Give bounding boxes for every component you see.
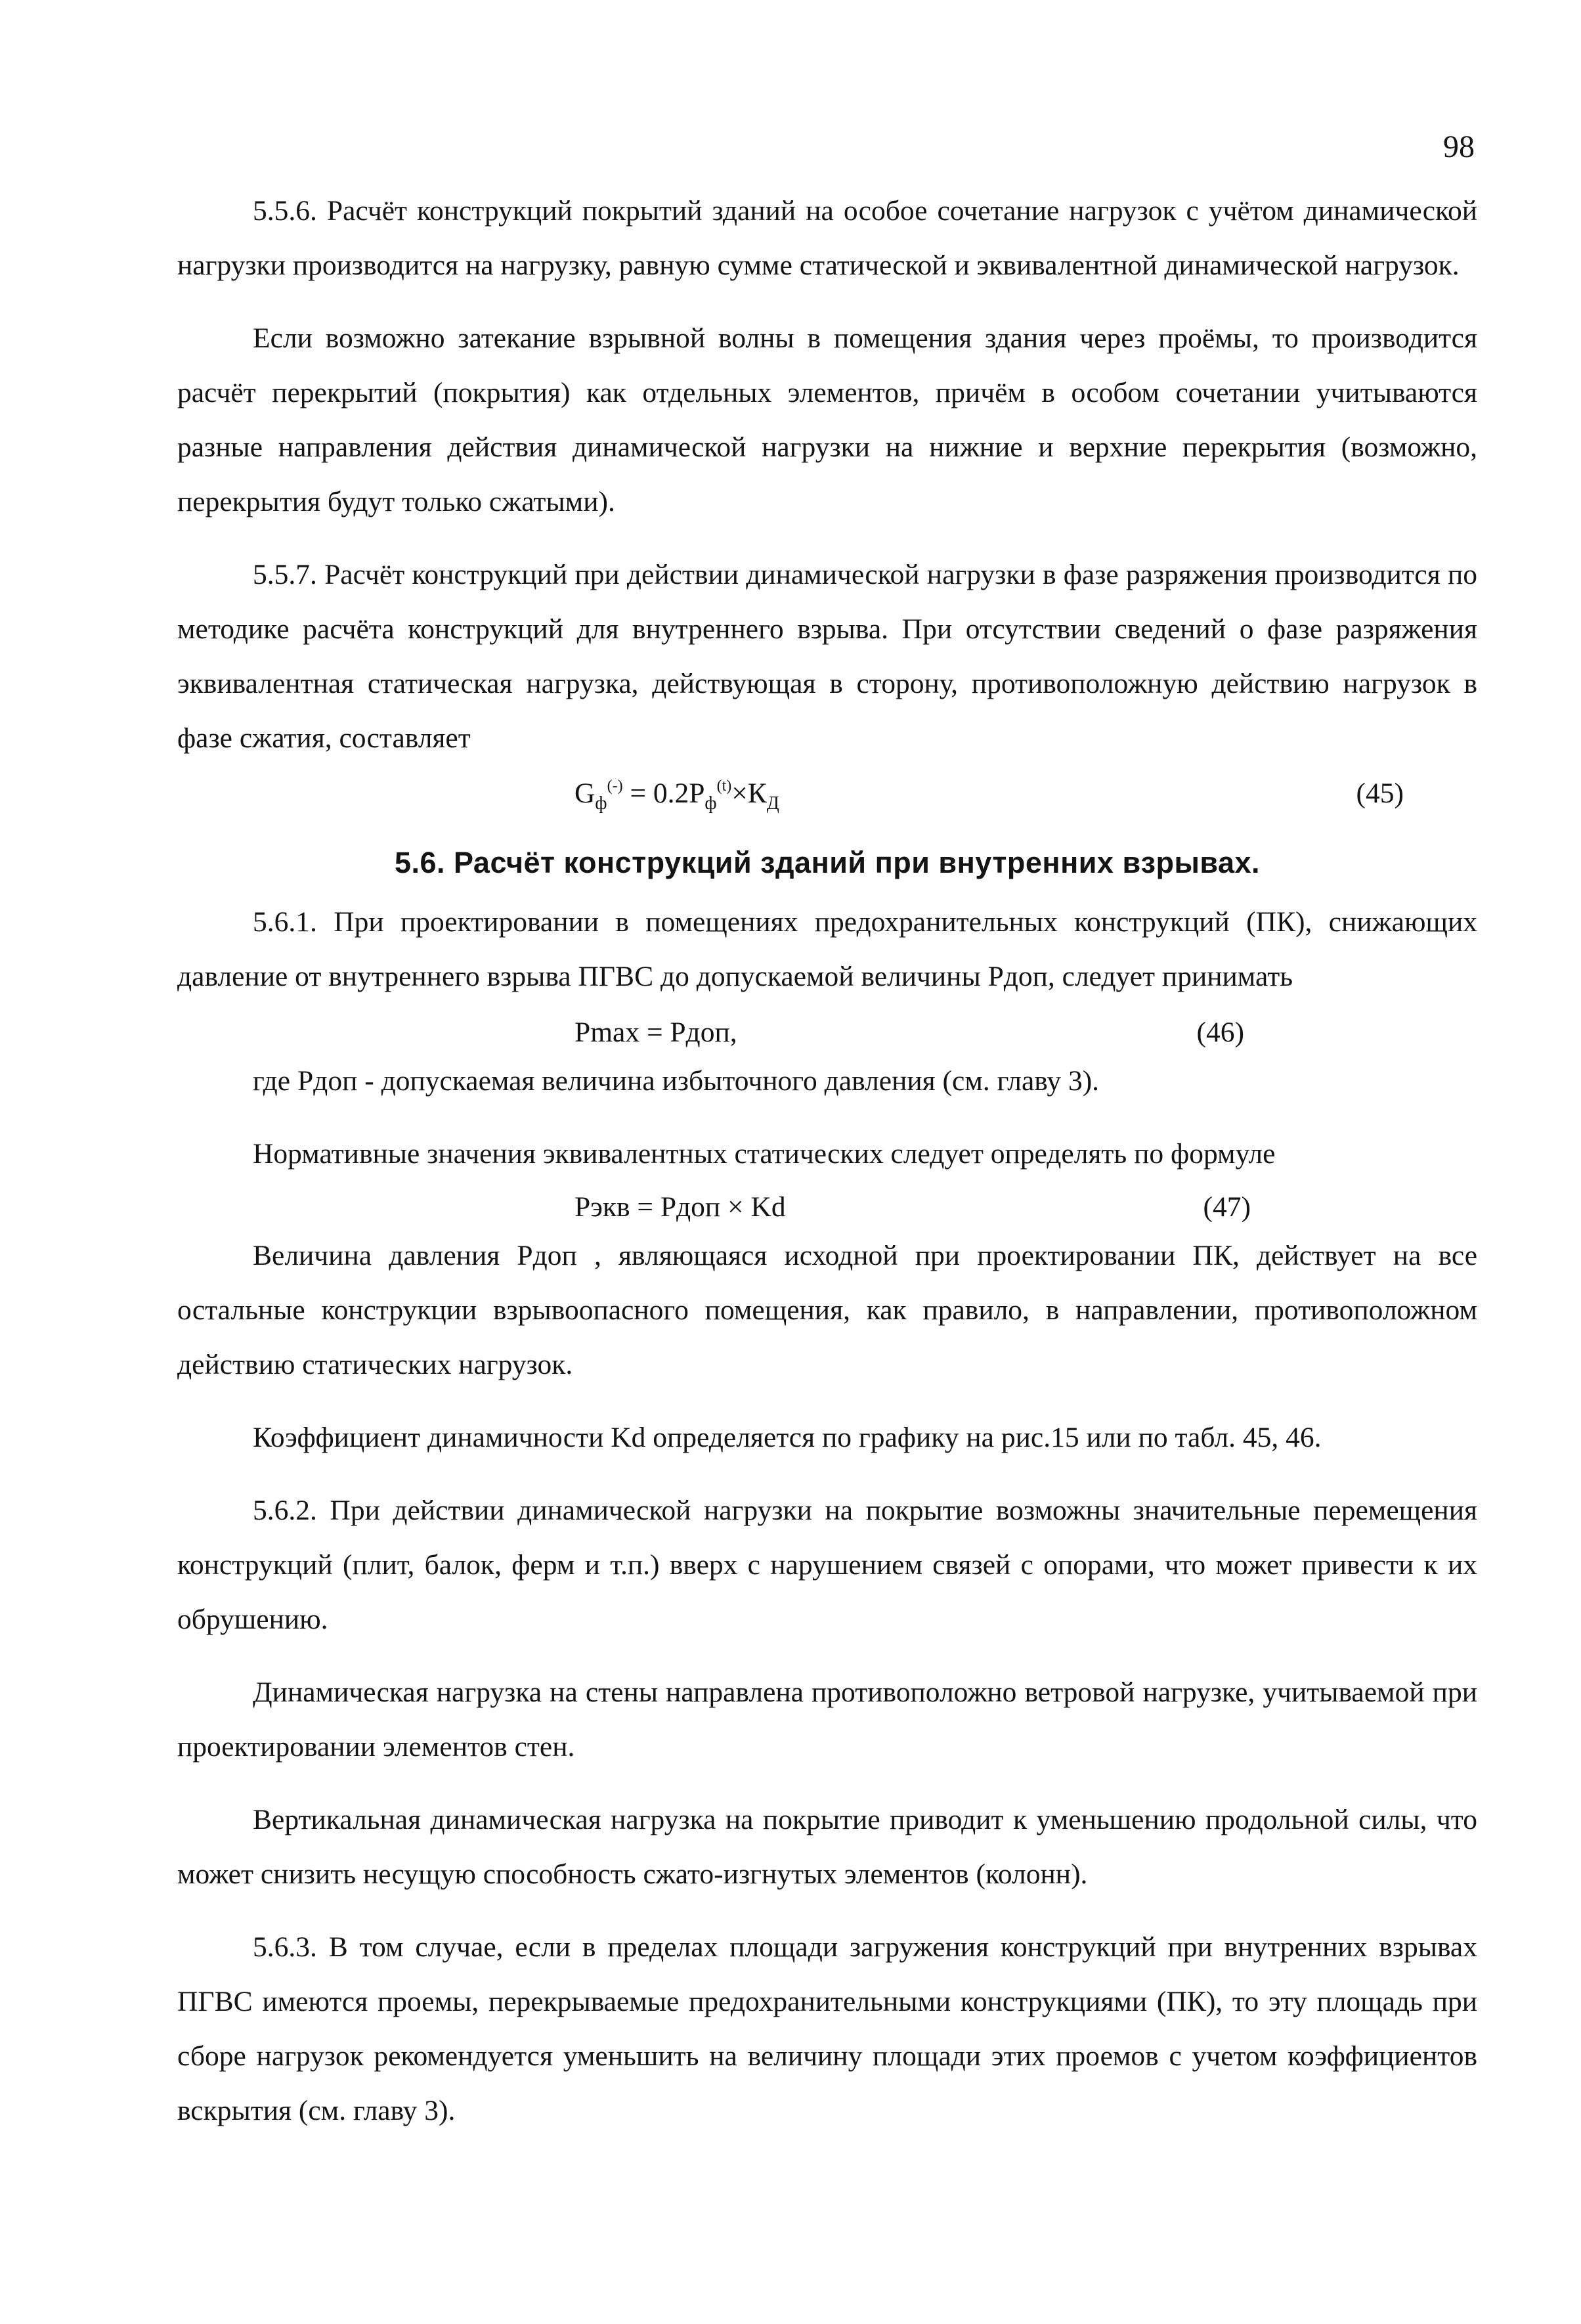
paragraph-pressure-value: Величина давления Pдоп , являющаяся исходной при проектировании ПК, действует на все остальные конструкции взрывоопасного помещения, как правило, в направлении, противоположном действию статических нагрузок. <box>177 1240 1477 1380</box>
equation-47-number: (47) <box>1203 1191 1251 1223</box>
eq45-tail: ×К <box>731 778 767 809</box>
paragraph-5-5-6: 5.5.6. Расчёт конструкций покрытий зданий на особое сочетание нагрузок с учётом динамической нагрузки производится на нагрузку, равную сумме статической и эквивалентной динамической нагрузок. <box>177 195 1477 281</box>
equation-45-number: (45) <box>1356 778 1404 809</box>
equation-45-formula <box>574 767 779 820</box>
equation-46-number: (46) <box>1196 1017 1244 1048</box>
page-number: 98 <box>1443 129 1475 164</box>
paragraph-pdop-definition: где Pдоп - допускаемая величина избыточного давления (см. главу 3). <box>253 1065 1100 1097</box>
paragraph-dynamic-coefficient: Коэффициент динамичности Kd определяется по графику на рис.15 или по табл. 45, 46. <box>253 1422 1322 1453</box>
paragraph-5-6-2: 5.6.2. При действии динамической нагрузки на покрытие возможны значительные перемещения конструкций (плит, балок, ферм и т.п.) вверх с нарушением связей с опорами, что может привести к их обрушению. <box>177 1495 1477 1635</box>
equation-46-formula: Pmax = Pдоп, <box>574 1017 737 1048</box>
paragraph-wave-leakage: Если возможно затекание взрывной волны в помещения здания через проёмы, то производится расчёт перекрытий (покрытия) как отдельных элементов, причём в особом сочетании учитываются разные направления действия динамической нагрузки на нижние и верхние перекрытия (возможно, перекрытия будут только сжатыми). <box>177 322 1477 517</box>
page-body <box>177 184 1477 2138</box>
equation-46 <box>177 1011 1477 1054</box>
paragraph-5-6-3: 5.6.3. В том случае, если в пределах площади загружения конструкций при внутренних взрывах ПГВС имеются проемы, перекрываемые предохранительными конструкциями (ПК), то эту площадь при сборе нагрузок рекомендуется уменьшить на величину площади этих проемов с учетом коэффициентов вскрытия (см. главу 3). <box>177 1931 1477 2126</box>
section-heading-5-6: 5.6. Расчёт конструкций зданий при внутренних взрывах. <box>394 846 1261 879</box>
eq45-middle: = 0.2P <box>622 778 705 809</box>
paragraph-wall-load: Динамическая нагрузка на стены направлена противоположно ветровой нагрузке, учитываемой при проектировании элементов стен. <box>177 1677 1477 1763</box>
eq45-g-sub: ф <box>595 793 607 814</box>
equation-47-formula: Pэкв = Pдоп × Kd <box>574 1191 786 1223</box>
eq45-p-sup: (t) <box>716 778 732 795</box>
paragraph-5-5-7: 5.5.7. Расчёт конструкций при действии динамической нагрузки в фазе разряжения производится по методике расчёта конструкций для внутреннего взрыва. При отсутствии сведений о фазе разряжения эквивалентная статическая нагрузка, действующая в сторону, противоположную действию нагрузок в фазе сжатия, составляет <box>177 559 1477 754</box>
paragraph-normative-values: Нормативные значения эквивалентных статических следует определять по формуле <box>253 1138 1276 1170</box>
eq45-g: G <box>574 778 596 809</box>
eq45-p-sub: ф <box>704 793 717 814</box>
equation-47 <box>177 1185 1477 1229</box>
equation-45 <box>177 767 1477 820</box>
eq45-k-sub: Д <box>766 793 779 814</box>
paragraph-5-6-1: 5.6.1. При проектировании в помещениях предохранительных конструкций (ПК), снижающих давление от внутреннего взрыва ПГВС до допускаемой величины Pдоп, следует принимать <box>177 906 1477 992</box>
eq45-g-sup: (-) <box>607 778 623 795</box>
paragraph-vertical-load: Вертикальная динамическая нагрузка на покрытие приводит к уменьшению продольной силы, что может снизить несущую способность сжато-изгнутых элементов (колонн). <box>177 1804 1477 1890</box>
